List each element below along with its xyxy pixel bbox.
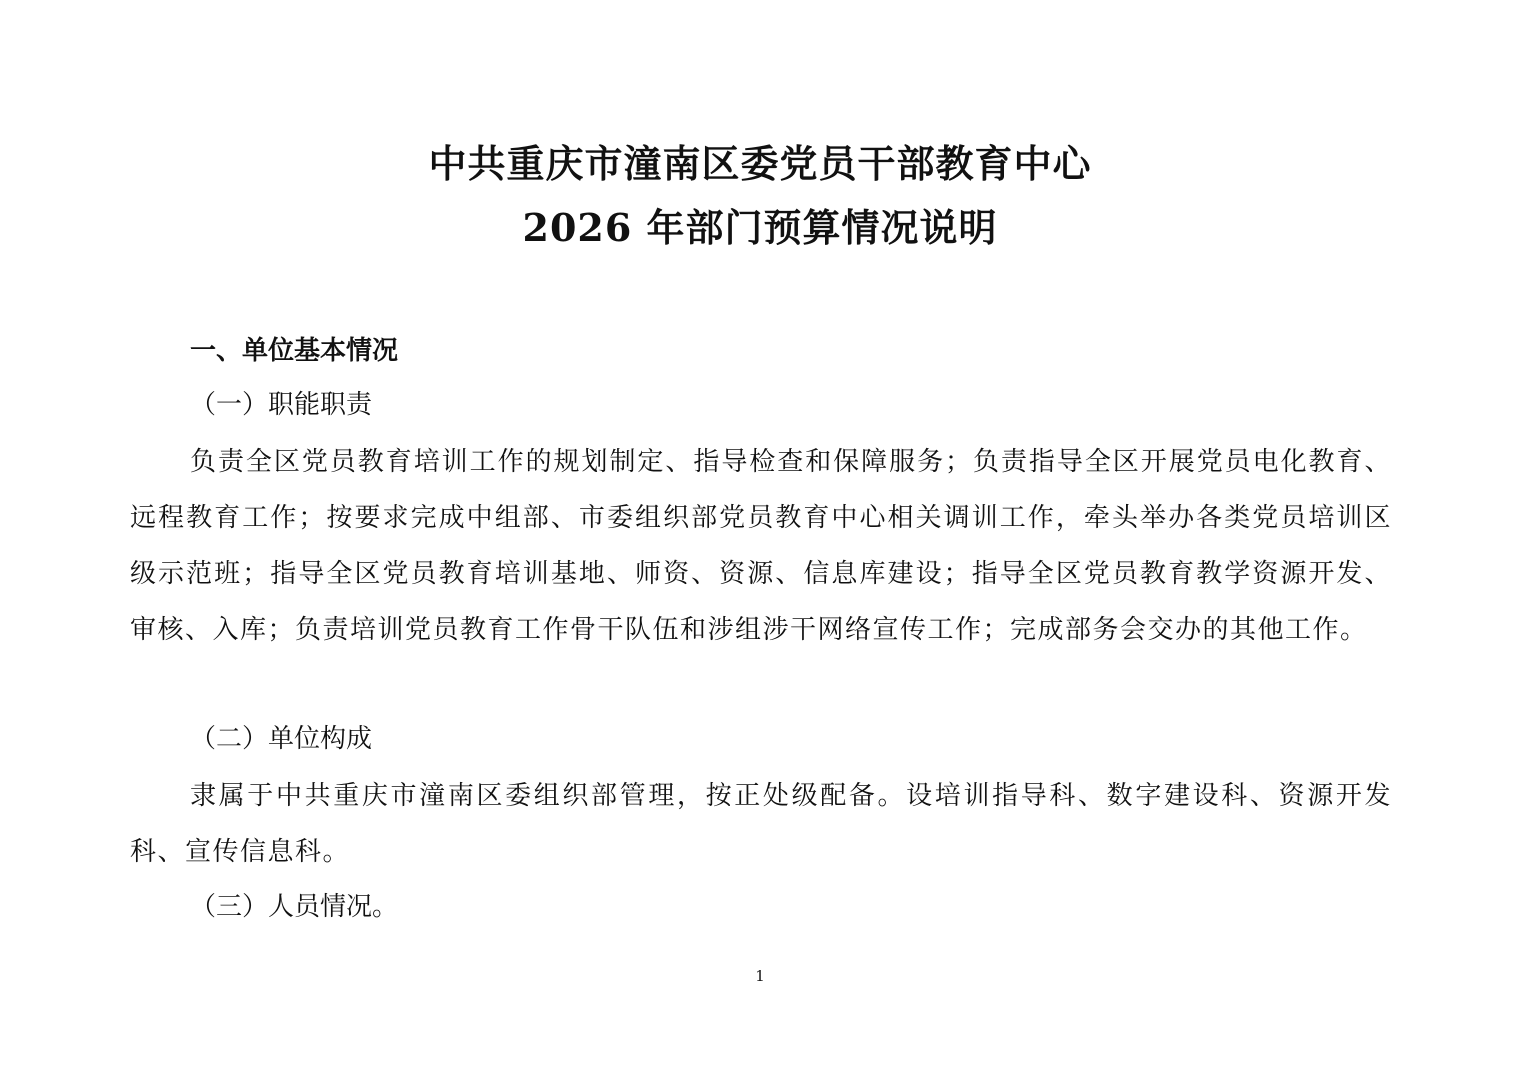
- subsection-heading-composition: （二）单位构成: [190, 724, 373, 754]
- subsection-heading-personnel: （三）人员情况。: [190, 892, 399, 922]
- paragraph-composition: 隶属于中共重庆市潼南区委组织部管理，按正处级配备。设培训指导科、数字建设科、资源开发科、宣传信息科。: [130, 781, 1392, 867]
- subsection-heading-duties: （一）职能职责: [190, 390, 373, 420]
- section-heading-basic-info: 一、单位基本情况: [190, 336, 399, 366]
- document-title-line2: 2026 年部门预算情况说明: [522, 205, 998, 250]
- paragraph-duties: 负责全区党员教育培训工作的规划制定、指导检查和保障服务；负责指导全区开展党员电化教育、远程教育工作；按要求完成中组部、市委组织部党员教育中心相关调训工作，牵头举办各类党员培训区级示范班；指导全区党员教育培训基地、师资、资源、信息库建设；指导全区党员教育教学资源开发、审核、入库；负责培训党员教育工作骨干队伍和涉组涉干网络宣传工作；完成部务会交办的其他工作。: [130, 447, 1392, 645]
- page-number: 1: [755, 967, 765, 985]
- document-title-line1: 中共重庆市潼南区委党员干部教育中心: [428, 141, 1092, 186]
